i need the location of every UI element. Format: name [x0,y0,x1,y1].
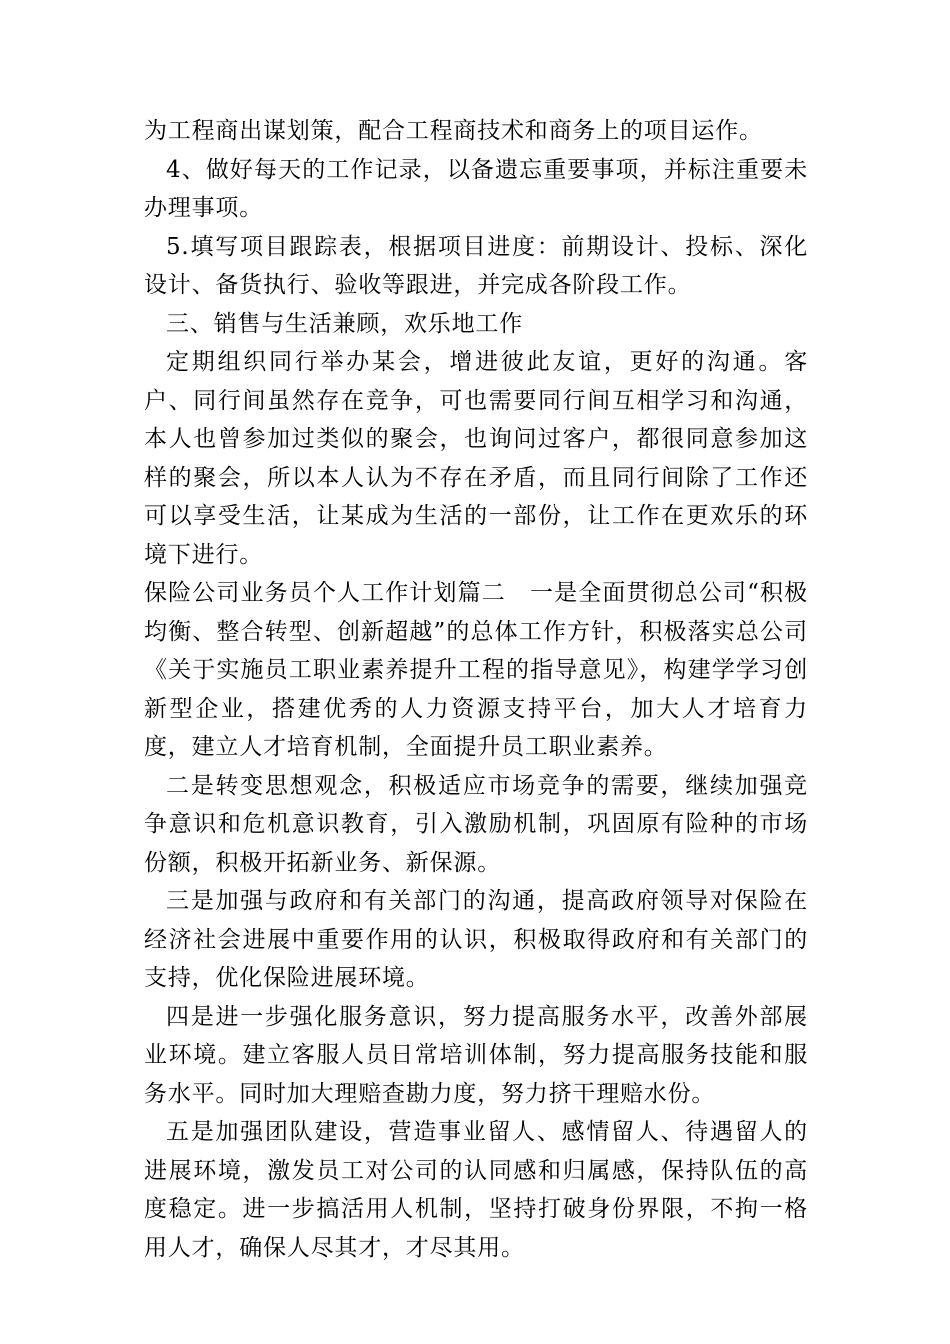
paragraph-3: 5.填写项目跟踪表，根据项目进度：前期设计、投标、深化设计、备货执行、验收等跟进，并完成各阶段工作。 [144,233,808,298]
document-page [144,112,808,1267]
paragraph-9: 四是进一步强化服务意识，努力提高服务水平，改善外部展业环境。建立客服人员日常培训体制，努力提高服务技能和服务水平。同时加大理赔查勘力度，努力挤干理赔水份。 [144,1003,808,1107]
paragraph-2: 4、做好每天的工作记录，以备遗忘重要事项，并标注重要未办理事项。 [144,156,808,221]
paragraph-6: 保险公司业务员个人工作计划篇二 一是全面贯彻总公司“积极均衡、整合转型、创新超越”的总体工作方针，积极落实总公司《关于实施员工职业素养提升工程的指导意见》，构建学学习创新型企业，搭建优秀的人力资源支持平台，加大人才培育力度，建立人才培育机制，全面提升员工职业素养。 [144,580,808,760]
paragraph-5: 定期组织同行举办某会，增进彼此友谊，更好的沟通。客户、同行间虽然存在竞争，可也需要同行间互相学习和沟通，本人也曾参加过类似的聚会，也询问过客户，都很同意参加这样的聚会，所以本人认为不存在矛盾，而且同行间除了工作还可以享受生活，让某成为生活的一部份，让工作在更欢乐的环境下进行。 [144,349,808,568]
paragraph-8: 三是加强与政府和有关部门的沟通，提高政府领导对保险在经济社会进展中重要作用的认识，积极取得政府和有关部门的支持，优化保险进展环境。 [144,888,808,991]
paragraph-10: 五是加强团队建设，营造事业留人、感情留人、待遇留人的进展环境，激发员工对公司的认同感和归属感，保持队伍的高度稳定。进一步搞活用人机制，坚持打破身份界限，不拘一格用人才，确保人尽其才，才尽其用。 [144,1119,808,1261]
paragraph-1: 为工程商出谋划策，配合工程商技术和商务上的项目运作。 [144,118,763,144]
section-heading: 三、销售与生活兼顾，欢乐地工作 [166,310,523,337]
paragraph-7: 二是转变思想观念，积极适应市场竞争的需要，继续加强竞争意识和危机意识教育，引入激励机制，巩固原有险种的市场份额，积极开拓新业务、新保源。 [144,772,808,876]
